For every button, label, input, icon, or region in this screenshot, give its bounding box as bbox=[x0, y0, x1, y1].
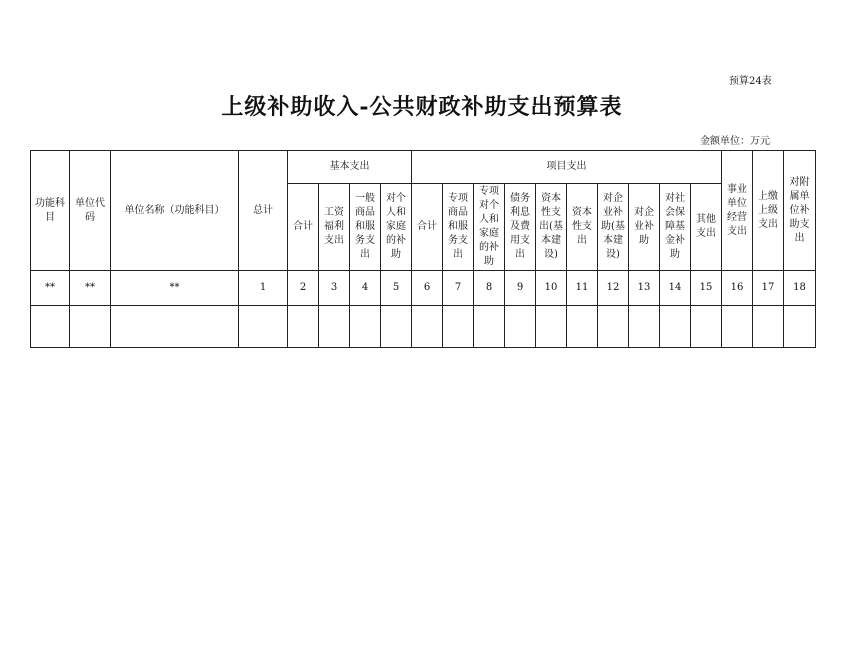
table-cell: ** bbox=[111, 271, 239, 306]
table-row-index bbox=[31, 271, 816, 306]
table-cell: 5 bbox=[381, 271, 412, 306]
empty-cell[interactable] bbox=[350, 306, 381, 348]
table-cell: 14 bbox=[660, 271, 691, 306]
header-basic-sub: 合计 bbox=[288, 184, 319, 271]
table-cell: 1 bbox=[239, 271, 288, 306]
table-cell: ** bbox=[31, 271, 70, 306]
empty-cell[interactable] bbox=[629, 306, 660, 348]
empty-cell[interactable] bbox=[381, 306, 412, 348]
empty-cell[interactable] bbox=[660, 306, 691, 348]
header-subsidiary-subsidy: 对附属单位补助支出 bbox=[784, 151, 816, 271]
header-remit-superior: 上缴上级支出 bbox=[753, 151, 784, 271]
empty-cell[interactable] bbox=[319, 306, 350, 348]
table-cell: 2 bbox=[288, 271, 319, 306]
header-business-operation: 事业单位经营支出 bbox=[722, 151, 753, 271]
table-cell: 15 bbox=[691, 271, 722, 306]
table-cell: 12 bbox=[598, 271, 629, 306]
header-project-sub: 对社会保障基金补助 bbox=[660, 184, 691, 271]
budget-table bbox=[30, 150, 816, 348]
table-cell: 4 bbox=[350, 271, 381, 306]
header-basic-sub: 一般商品和服务支出 bbox=[350, 184, 381, 271]
table-cell: 6 bbox=[412, 271, 443, 306]
empty-cell[interactable] bbox=[567, 306, 598, 348]
header-project-sub: 合计 bbox=[412, 184, 443, 271]
form-number: 预算24表 bbox=[729, 76, 772, 87]
empty-cell[interactable] bbox=[70, 306, 111, 348]
table-cell: 8 bbox=[474, 271, 505, 306]
empty-cell[interactable] bbox=[443, 306, 474, 348]
empty-cell[interactable] bbox=[31, 306, 70, 348]
header-basic-expenditure: 基本支出 bbox=[288, 151, 412, 184]
header-project-sub: 其他支出 bbox=[691, 184, 722, 271]
table-cell: 9 bbox=[505, 271, 536, 306]
header-project-sub: 对企业补助 bbox=[629, 184, 660, 271]
empty-cell[interactable] bbox=[784, 306, 816, 348]
table-cell: ** bbox=[70, 271, 111, 306]
empty-cell[interactable] bbox=[474, 306, 505, 348]
empty-cell[interactable] bbox=[412, 306, 443, 348]
table-cell: 7 bbox=[443, 271, 474, 306]
header-unit-code: 单位代码 bbox=[70, 151, 111, 271]
amount-unit-label: 金额单位：万元 bbox=[700, 136, 770, 147]
header-function-code: 功能科目 bbox=[31, 151, 70, 271]
page-title: 上级补助收入-公共财政补助支出预算表 bbox=[221, 94, 623, 120]
empty-cell[interactable] bbox=[598, 306, 629, 348]
table-row-empty bbox=[31, 306, 816, 348]
empty-cell[interactable] bbox=[536, 306, 567, 348]
header-project-expenditure: 项目支出 bbox=[412, 151, 722, 184]
empty-cell[interactable] bbox=[111, 306, 239, 348]
table-cell: 16 bbox=[722, 271, 753, 306]
empty-cell[interactable] bbox=[722, 306, 753, 348]
header-project-sub: 债务利息及费用支出 bbox=[505, 184, 536, 271]
header-basic-sub: 工资福利支出 bbox=[319, 184, 350, 271]
empty-cell[interactable] bbox=[753, 306, 784, 348]
table-cell: 17 bbox=[753, 271, 784, 306]
header-project-sub: 资本性支出(基本建设) bbox=[536, 184, 567, 271]
header-project-sub: 资本性支出 bbox=[567, 184, 598, 271]
header-project-sub: 专项对个人和家庭的补助 bbox=[474, 184, 505, 271]
table-cell: 11 bbox=[567, 271, 598, 306]
table-cell: 3 bbox=[319, 271, 350, 306]
table-cell: 18 bbox=[784, 271, 816, 306]
header-project-sub: 对企业补助(基本建设) bbox=[598, 184, 629, 271]
empty-cell[interactable] bbox=[239, 306, 288, 348]
empty-cell[interactable] bbox=[505, 306, 536, 348]
header-total: 总计 bbox=[239, 151, 288, 271]
header-basic-sub: 对个人和家庭的补助 bbox=[381, 184, 412, 271]
empty-cell[interactable] bbox=[288, 306, 319, 348]
table-cell: 10 bbox=[536, 271, 567, 306]
header-project-sub: 专项商品和服务支出 bbox=[443, 184, 474, 271]
header-unit-name: 单位名称（功能科目） bbox=[111, 151, 239, 271]
empty-cell[interactable] bbox=[691, 306, 722, 348]
table-cell: 13 bbox=[629, 271, 660, 306]
